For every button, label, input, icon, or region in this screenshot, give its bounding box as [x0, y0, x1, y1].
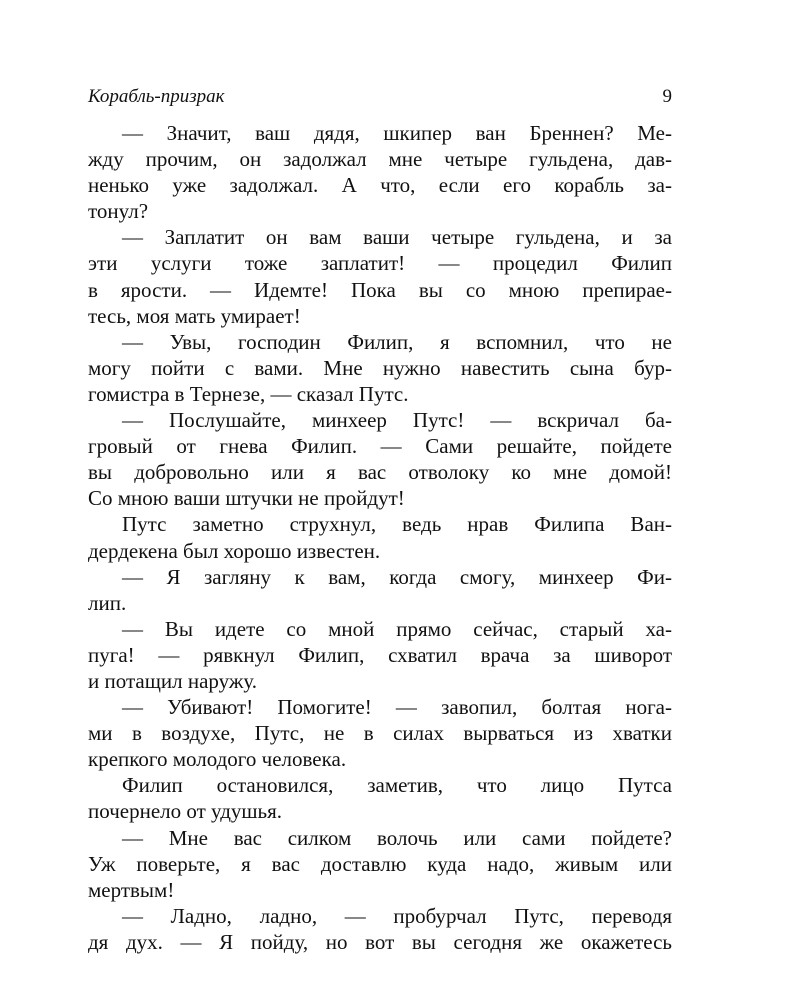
text-line: — Увы, господин Филип, я вспомнил, что не	[122, 329, 672, 354]
text-line: гомистра в Тернезе, — сказал Путс.	[88, 381, 409, 406]
text-line: гровый от гнева Филип. — Сами решайте, пойдете	[88, 434, 672, 459]
text-line: — Я загляну к вам, когда смогу, минхеер Фи-	[122, 564, 672, 589]
text-line: ненько уже задолжал. А что, если его корабль за-	[88, 173, 672, 198]
text-line: Со мною ваши штучки не пройдут!	[88, 486, 405, 511]
text-line: — Вы идете со мной прямо сейчас, старый ха-	[122, 616, 672, 641]
text-line: Уж поверьте, я вас доставлю куда надо, живым или	[88, 851, 672, 876]
text-line: — Заплатит он вам ваши четыре гульдена, и за	[122, 225, 672, 250]
running-head	[88, 86, 672, 110]
text-line: дердекена был хорошо известен.	[88, 538, 381, 563]
text-line: жду прочим, он задолжал мне четыре гульдена, дав-	[88, 147, 672, 172]
text-line: — Послушайте, минхеер Путс! — вскричал ба-	[122, 408, 672, 433]
text-line: эти услуги тоже заплатит! — процедил Филип	[88, 251, 672, 276]
text-line: мертвым!	[88, 877, 175, 902]
body-text	[88, 120, 672, 955]
text-line: Путс заметно струхнул, ведь нрав Филипа Ван-	[122, 512, 672, 537]
text-line: могу пойти с вами. Мне нужно навестить сына бур-	[88, 355, 672, 380]
text-line: ми в воздухе, Путс, не в силах вырваться из хватки	[88, 721, 672, 746]
page-number: 9	[662, 86, 672, 107]
text-line: — Мне вас силком волочь или сами пойдете?	[122, 825, 672, 850]
text-line: — Ладно, ладно, — пробурчал Путс, переводя	[122, 903, 672, 928]
text-line: — Значит, ваш дядя, шкипер ван Бреннен? Ме-	[122, 121, 672, 145]
text-line: крепкого молодого человека.	[88, 747, 347, 772]
text-line: дя дух. — Я пойду, но вот вы сегодня же окажетесь	[88, 929, 672, 954]
running-title: Корабль-призрак	[88, 86, 225, 107]
text-line: — Убивают! Помогите! — завопил, болтая нога-	[122, 695, 672, 720]
text-line: лип.	[88, 590, 127, 615]
text-line: тесь, моя мать умирает!	[88, 303, 301, 328]
text-line: Филип остановился, заметив, что лицо Путса	[122, 773, 672, 798]
text-line: пуга! — рявкнул Филип, схватил врача за шиворот	[88, 642, 672, 667]
text-line: и потащил наружу.	[88, 668, 258, 693]
text-line: почернело от удушья.	[88, 799, 283, 824]
text-line: вы добровольно или я вас отволоку ко мне домой!	[88, 460, 672, 485]
text-line: в ярости. — Идемте! Пока вы со мною препирае-	[88, 277, 672, 302]
text-line: тонул?	[88, 199, 149, 224]
